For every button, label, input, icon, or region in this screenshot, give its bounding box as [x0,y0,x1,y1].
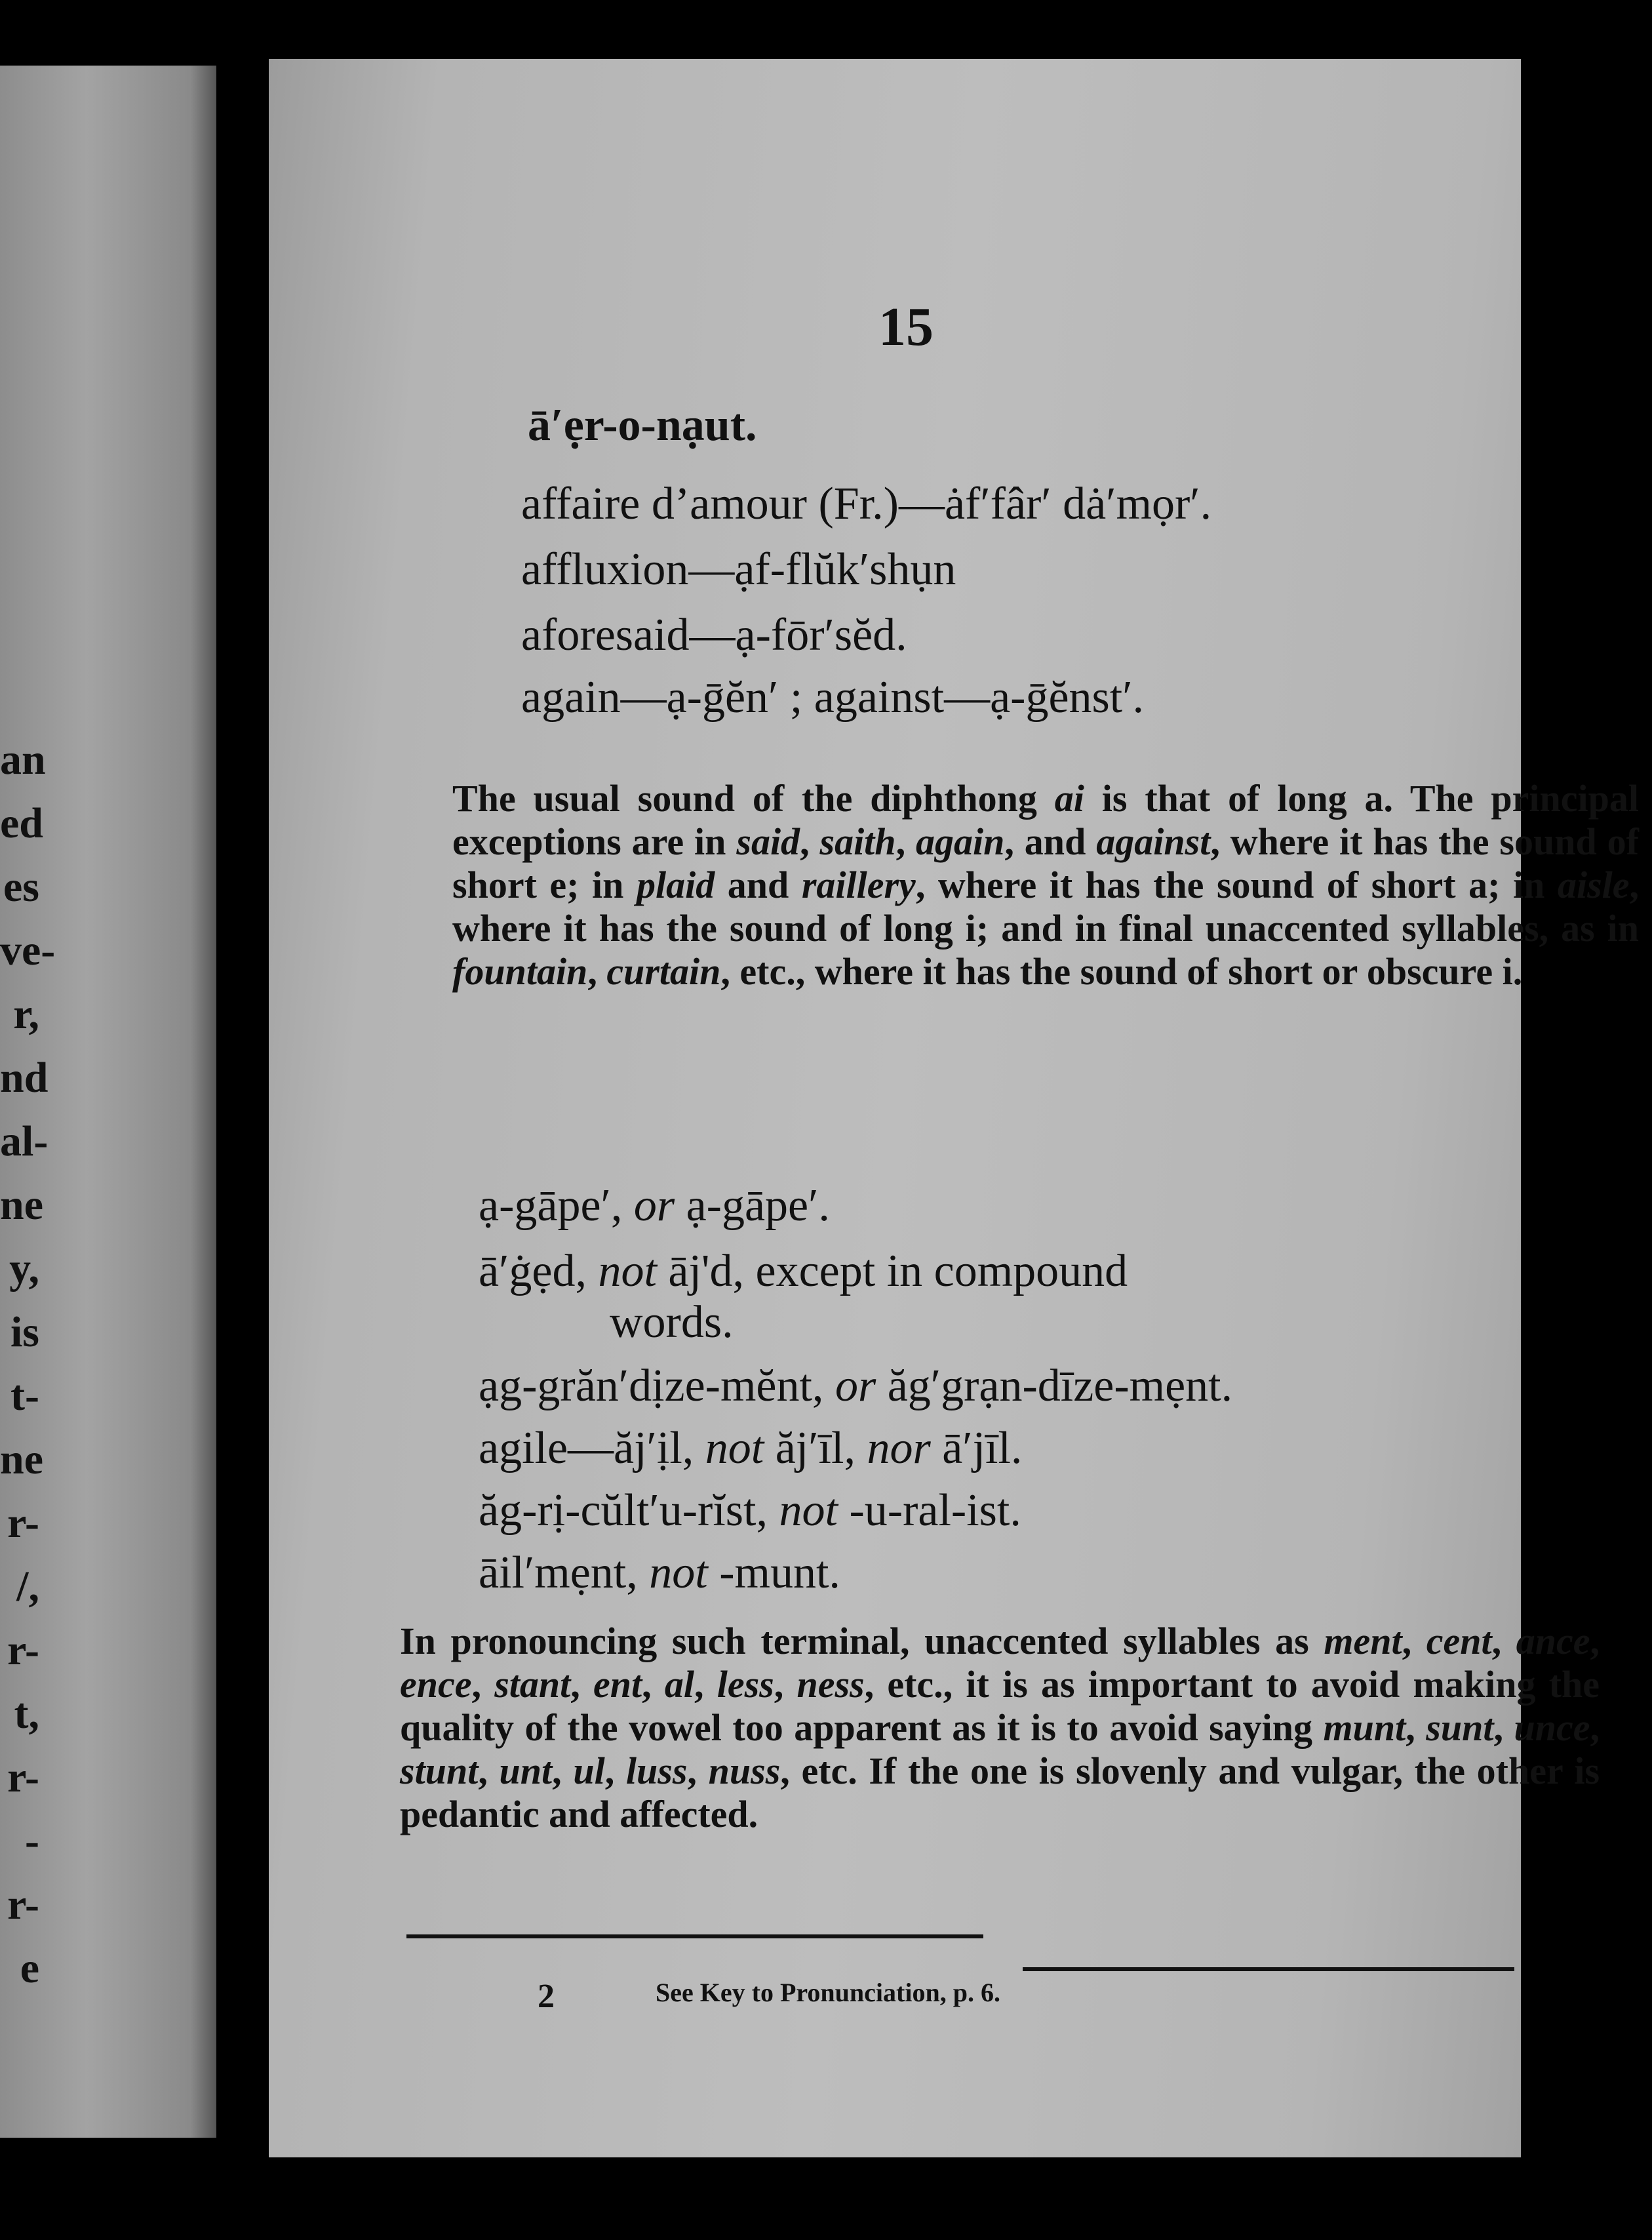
connective-word: not [649,1548,708,1598]
left-edge-fragment: r- [7,1499,39,1547]
example-word: raillery [801,864,916,906]
example-word: saith [819,820,896,863]
page-number: 15 [878,296,934,357]
left-edge-fragment: t, [14,1690,39,1738]
left-edge-fragment: an [0,736,46,784]
left-edge-fragment: is [10,1308,39,1356]
left-edge-fragment: ne [0,1435,43,1483]
left-edge-fragment: /, [16,1563,39,1610]
entry-aged-line2: words. [610,1297,734,1348]
paragraph-terminal-syllables: In pronouncing such terminal, unaccented syllables as ment, cent, ance, ence, stant, ent, al, less, ness, etc., it is as important to avoid making the quality of the vowel too apparent as it is to avoid saying munt, sunt, unce, stunt, unt, ul, luss, nuss, etc. If the one is slovenly and vulgar, the other is pedantic and affected. [400,1620,1600,1835]
book-page [269,59,1639,2157]
left-edge-fragment: e [20,1944,39,1992]
example-word: ence [400,1663,472,1706]
left-page-fragment [0,66,216,2138]
footer-rule-left [406,1934,983,1938]
left-edge-fragment: ne [0,1181,43,1229]
example-word: cent [1426,1620,1492,1662]
example-word: unt [499,1750,553,1792]
left-edge-fragment: es [3,863,39,911]
entry-ailment: āil′mẹnt, not -munt. [479,1548,840,1598]
left-edge-fragment: r- [7,1753,39,1801]
connective-word: not [598,1246,657,1296]
example-word: luss [625,1750,688,1792]
entry-aggrandizement: ạg-grăn′dịze-mĕnt, or ăg′grạn-dīze-mẹnt. [479,1361,1233,1411]
footer-note: See Key to Pronunciation, p. 6. [656,1978,1000,2007]
left-edge-fragment: ve- [0,927,56,974]
example-word: ment [1324,1620,1402,1662]
paragraph-diphthong-ai: The usual sound of the diphthong ai is that of long a. The principal exceptions are in said, saith, again, and against, where it has the sound of short e; in plaid and raillery, where it has the sound of short a; in aisle, where it has the sound of long i; and in final unaccented syllables, as in fountain, curtain, etc., where it has the sound of short or obscure i. [452,777,1639,993]
entry-agriculturist: ăg-rị-cŭlt′u-rĭst, not -u-ral-ist. [479,1485,1021,1536]
left-edge-fragment: r- [7,1881,39,1929]
entry-aeronaut: ā′ẹr-o-nạut. [528,400,757,450]
example-word: al [664,1663,695,1706]
example-word: munt [1323,1706,1406,1749]
example-word: against [1096,820,1211,863]
left-edge-fragment: y, [9,1245,39,1292]
connective-word: not [779,1485,838,1536]
gutter [216,0,269,2240]
entry-agape: ạ-gāpe′, or ạ-gāpe′. [479,1180,830,1231]
example-word: again [916,820,1005,863]
example-word: aisle [1557,864,1630,906]
example-word: curtain [606,950,721,993]
left-edge-fragment: ed [0,799,43,847]
entry-aforesaid: aforesaid—ạ-fōr′sĕd. [521,610,907,660]
signature-mark: 2 [538,1978,555,2015]
left-edge-fragment: al- [0,1117,49,1165]
example-word: plaid [636,864,715,906]
example-word: ai [1054,777,1084,820]
left-edge-fragment: t- [10,1372,39,1420]
example-word: ance [1516,1620,1590,1662]
example-word: stant [494,1663,571,1706]
entry-again: again—ạ-ḡĕn′ ; against—ạ-ḡĕnst′. [521,672,1145,723]
left-edge-fragment: r- [7,1626,39,1674]
left-page-line-ends [0,728,56,2000]
entry-agile: agile—ăj′ịl, not ăj′īl, nor ā′jīl. [479,1423,1023,1473]
example-word: unce [1514,1706,1590,1749]
example-word: nuss [708,1750,781,1792]
footer-rule-right [1023,1967,1514,1971]
example-word: ent [593,1663,642,1706]
entry-aged [479,1246,1128,1348]
example-word: fountain [452,950,588,993]
connective-word: nor [867,1423,931,1473]
connective-word: or [633,1180,675,1231]
example-word: sunt [1426,1706,1494,1749]
example-word: ness [796,1663,865,1706]
connective-word: not [705,1423,764,1473]
entry-affaire-damour: affaire d’amour (Fr.)—ȧf′fâr′ dȧ′mọr′. [521,479,1212,529]
example-word: said [736,820,800,863]
example-word: stunt [400,1750,479,1792]
left-edge-fragment: r, [13,990,39,1038]
entry-aged-line1: ā′ġẹd, not āj'd, except in compound [479,1246,1128,1296]
connective-word: or [835,1361,876,1411]
example-word: ul [573,1750,605,1792]
left-edge-fragment: - [25,1817,39,1865]
example-word: less [717,1663,774,1706]
left-edge-fragment: nd [0,1054,49,1102]
entry-affluxion: affluxion—ạf-flŭk′shụn [521,544,956,595]
